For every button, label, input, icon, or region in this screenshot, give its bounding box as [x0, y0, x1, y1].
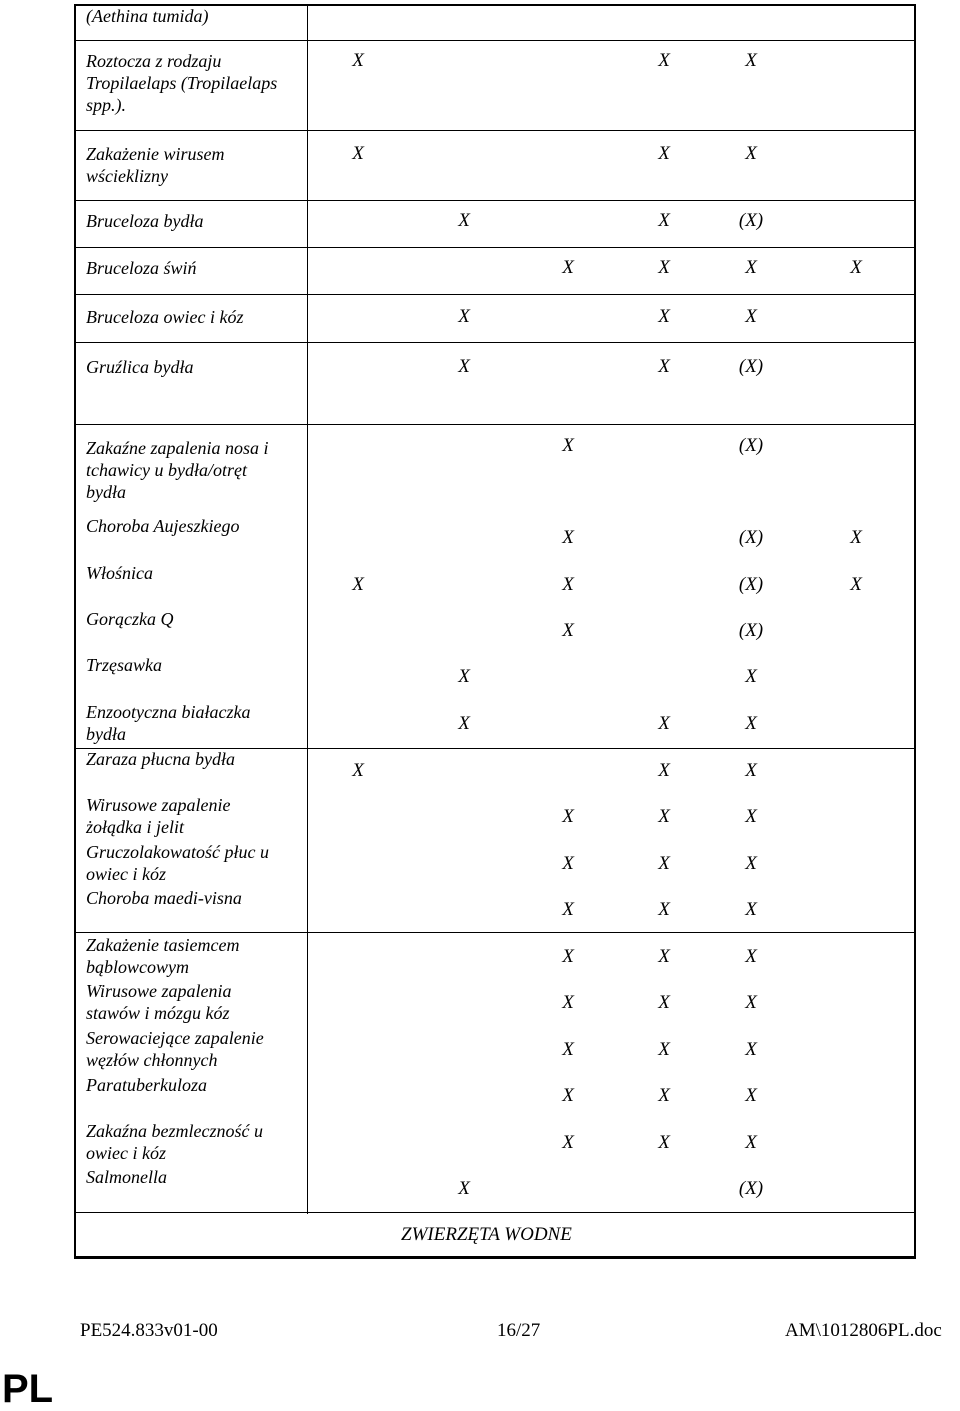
table-cell-mark: X — [562, 853, 574, 874]
table-cell-mark: X — [745, 50, 757, 71]
table-cell-mark: X — [745, 257, 757, 278]
table-cell-mark: X — [850, 527, 862, 548]
table-cell-mark: X — [658, 899, 670, 920]
table-row-divider — [74, 1212, 916, 1213]
table-cell-mark: X — [658, 760, 670, 781]
table-cell-mark: X — [745, 946, 757, 967]
table-cell-mark: X — [745, 760, 757, 781]
table-cell-mark: (X) — [738, 356, 764, 377]
row-label: Bruceloza owiec i kóz — [86, 307, 244, 327]
table-cell-mark: X — [658, 806, 670, 827]
row-label: Gruczolakowatość płuc u owiec i kóz — [86, 842, 269, 884]
table-cell-mark: X — [562, 992, 574, 1013]
table-cell-mark: X — [562, 1085, 574, 1106]
footer-doc-ref: PE524.833v01-00 — [80, 1320, 218, 1341]
table-cell-mark: X — [658, 306, 670, 327]
table-cell-mark: X — [562, 899, 574, 920]
table-row-divider — [74, 932, 916, 933]
table-cell-mark: X — [745, 1039, 757, 1060]
table-cell-mark: X — [658, 210, 670, 231]
table-cell-mark: X — [658, 356, 670, 377]
row-label: Włośnica — [86, 563, 153, 583]
table-cell-mark: X — [458, 210, 470, 231]
table-row-divider — [74, 40, 916, 41]
table-cell-mark: X — [458, 356, 470, 377]
row-label: Gorączka Q — [86, 609, 174, 629]
table-cell-mark: X — [658, 1039, 670, 1060]
table-cell-mark: X — [745, 143, 757, 164]
table-cell-mark: X — [562, 1132, 574, 1153]
row-label: Wirusowe zapalenia stawów i mózgu kóz — [86, 981, 232, 1023]
table-cell-mark: X — [458, 306, 470, 327]
table-cell-mark: (X) — [738, 435, 764, 456]
table-cell-mark: (X) — [738, 620, 764, 641]
table-cell-mark: X — [745, 899, 757, 920]
table-cell-mark: X — [745, 806, 757, 827]
table-cell-mark: X — [658, 713, 670, 734]
footer-page-number: 16/27 — [497, 1320, 541, 1341]
table-cell-mark: X — [745, 1132, 757, 1153]
row-label: (Aethina tumida) — [86, 6, 209, 26]
table-row-divider — [74, 294, 916, 295]
row-label: Zakaźna bezmleczność u owiec i kóz — [86, 1121, 263, 1163]
table-row-divider — [74, 247, 916, 248]
table-cell-mark: X — [352, 50, 364, 71]
table-cell-mark: X — [352, 143, 364, 164]
table-cell-mark: X — [458, 666, 470, 687]
table-cell-mark: (X) — [738, 1178, 764, 1199]
table-cell-mark: (X) — [738, 210, 764, 231]
row-label: Roztocza z rodzaju Tropilaelaps (Tropilaelaps spp.). — [86, 51, 278, 115]
footer-file-name: AM\1012806PL.doc — [785, 1320, 942, 1341]
row-label: Gruźlica bydła — [86, 357, 194, 377]
table-cell-mark: X — [458, 713, 470, 734]
table-cell-mark: X — [745, 306, 757, 327]
row-label: Salmonella — [86, 1167, 167, 1187]
row-label: Bruceloza świń — [86, 258, 197, 278]
row-label: Zakażenie tasiemcem bąblowcowym — [86, 935, 240, 977]
table-cell-mark: X — [562, 946, 574, 967]
language-code: PL — [2, 1367, 54, 1411]
table-cell-mark: X — [658, 257, 670, 278]
table-cell-mark: X — [745, 853, 757, 874]
row-label: Bruceloza bydła — [86, 211, 204, 231]
row-label: Serowaciejące zapalenie węzłów chłonnych — [86, 1028, 264, 1070]
table-cell-mark: X — [562, 806, 574, 827]
table-column-divider — [307, 4, 308, 1214]
row-label: Zakaźne zapalenia nosa i tchawicy u bydła/otręt bydła — [86, 438, 269, 502]
table-cell-mark: X — [745, 992, 757, 1013]
table-row-divider — [74, 342, 916, 343]
table-cell-mark: X — [850, 257, 862, 278]
row-label: Paratuberkuloza — [86, 1075, 207, 1095]
table-cell-mark: X — [352, 574, 364, 595]
table-cell-mark: X — [562, 527, 574, 548]
row-label: Choroba Aujeszkiego — [86, 516, 240, 536]
table-cell-mark: X — [658, 50, 670, 71]
table-cell-mark: X — [850, 574, 862, 595]
table-cell-mark: X — [745, 713, 757, 734]
table-cell-mark: X — [745, 666, 757, 687]
table-cell-mark: X — [745, 1085, 757, 1106]
table-cell-mark: X — [658, 853, 670, 874]
row-label: Zaraza płucna bydła — [86, 749, 236, 769]
table-cell-mark: X — [658, 1132, 670, 1153]
table-cell-mark: X — [562, 620, 574, 641]
table-row-divider — [74, 424, 916, 425]
table-cell-mark: (X) — [738, 574, 764, 595]
table-cell-mark: X — [658, 992, 670, 1013]
row-label: Trzęsawka — [86, 655, 163, 675]
table-cell-mark: X — [658, 143, 670, 164]
table-row-divider — [74, 130, 916, 131]
table-row-divider — [74, 200, 916, 201]
table-cell-mark: X — [562, 435, 574, 456]
row-label: Zakażenie wirusem wścieklizny — [86, 144, 225, 186]
row-label: Wirusowe zapalenie żołądka i jelit — [86, 795, 231, 837]
table-cell-mark: X — [562, 257, 574, 278]
section-heading: ZWIERZĘTA WODNE — [401, 1224, 572, 1245]
table-cell-mark: X — [352, 760, 364, 781]
table-cell-mark: X — [458, 1178, 470, 1199]
table-cell-mark: X — [658, 946, 670, 967]
table-cell-mark: X — [658, 1085, 670, 1106]
table-cell-mark: (X) — [738, 527, 764, 548]
row-label: Choroba maedi-visna — [86, 888, 242, 908]
table-cell-mark: X — [562, 1039, 574, 1060]
row-label: Enzootyczna białaczka bydła — [86, 702, 251, 744]
table-cell-mark: X — [562, 574, 574, 595]
